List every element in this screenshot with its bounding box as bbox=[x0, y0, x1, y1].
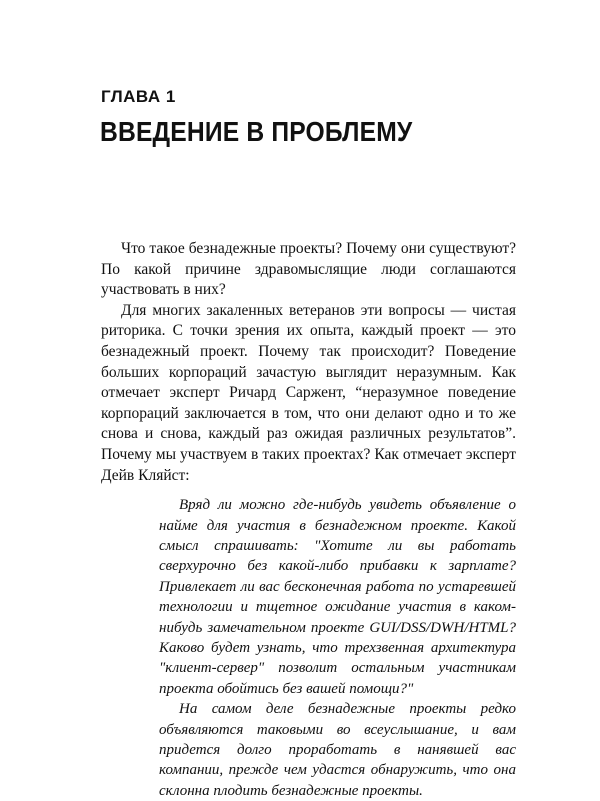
body-text bbox=[101, 239, 516, 801]
chapter-label: ГЛАВА 1 bbox=[101, 87, 176, 106]
quote-paragraph: Вряд ли можно где-нибудь увидеть объявление о найме для участия в безнадежном проекте. Какой смысл спрашивать: "Хотите ли вы работать сверхурочно без какой-либо прибавки к зарплате? Привлекает ли вас бесконечная работа по устаревшей технологии и тщетное ожидание участия в каком-нибудь замечательном проекте GUI/DSS/DWH/HTML? Каково будет узнать, что трехзвенная архитектура "клиент-сервер" позволит остальным участникам проекта обойтись без вашей помощи?" bbox=[159, 497, 516, 697]
paragraph: Что такое безнадежные проекты? Почему они существуют? По какой причине здравомыслящие люди соглашаются участвовать в них? bbox=[101, 240, 516, 299]
block-quote bbox=[159, 495, 516, 801]
chapter-title: ВВЕДЕНИЕ В ПРОБЛЕМУ bbox=[100, 116, 413, 147]
paragraph: Для многих закаленных ветеранов эти вопросы — чистая риторика. С точки зрения их опыта, каждый проект — это безнадежный проект. Почему так происходит? Поведение больших корпораций зачастую выглядит неразумным. Как отмечает эксперт Ричард Саржент, “неразумное поведение корпораций заключается в том, что они делают одно и то же снова и снова, каждый раз ожидая различных результатов”. Почему мы участвуем в таких проектах? Как отмечает эксперт Дейв Кляйст: bbox=[101, 301, 516, 484]
quote-paragraph: На самом деле безнадежные проекты редко объявляются таковыми во всеуслышание, и вам придется долго проработать в нанявшей вас компании, прежде чем удастся обнаружить, что она склонна плодить безнадежные проекты. bbox=[159, 701, 516, 799]
